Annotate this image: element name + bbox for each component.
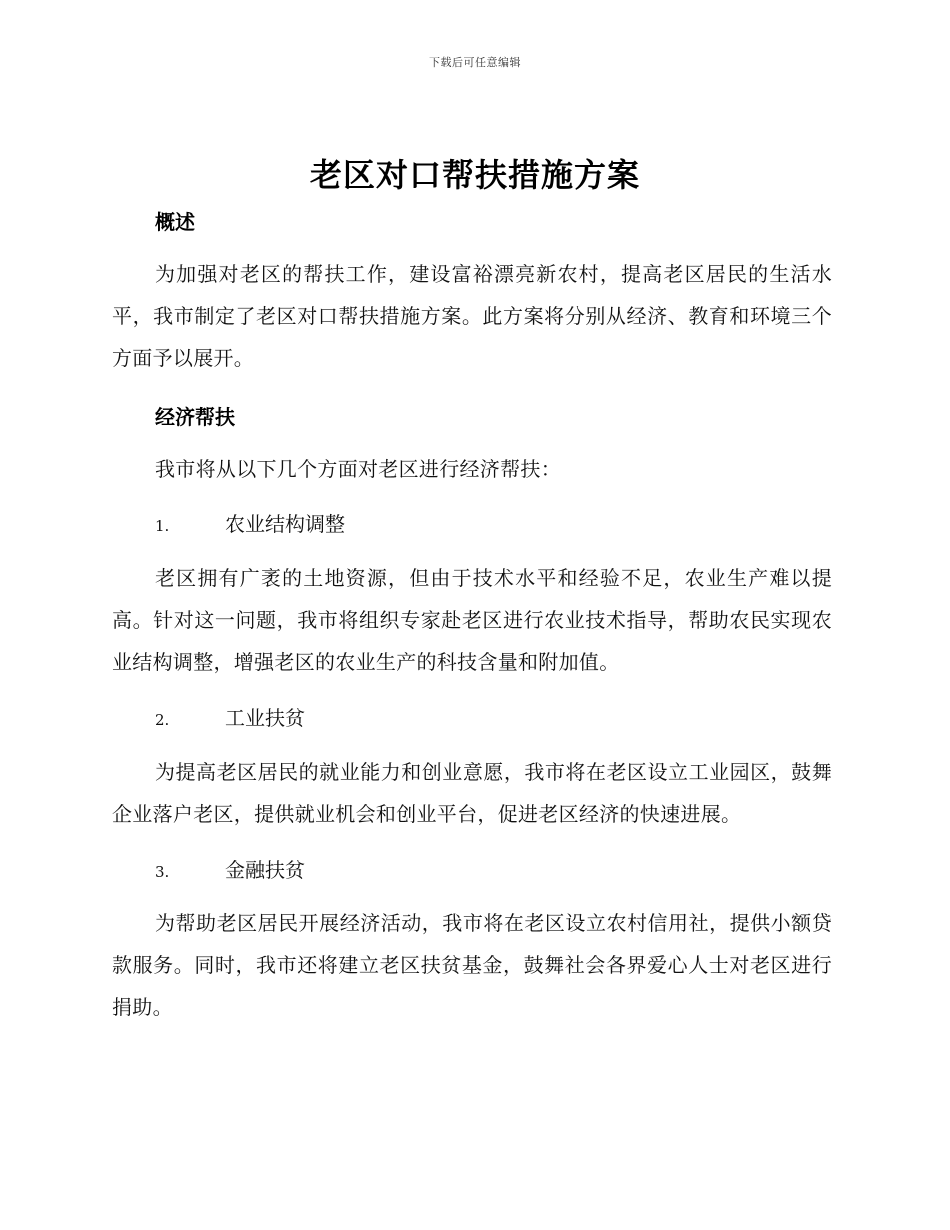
list-item-3 [155,855,305,885]
list-item-label: 工业扶贫 [225,706,305,730]
document-title: 老区对口帮扶措施方案 [309,156,640,194]
section-heading-overview: 概述 [155,210,195,234]
list-item-number: 3. [155,863,170,881]
economic-intro-paragraph: 我市将从以下几个方面对老区进行经济帮扶： [155,457,561,481]
list-item-1 [155,509,345,539]
item-2-paragraph: 为提高老区居民的就业能力和创业意愿，我市将在老区设立工业园区，鼓舞企业落户老区，提供就业机会和创业平台，促进老区经济的快速进展。 [112,760,832,826]
header-note: 下载后可任意编辑 [429,56,521,69]
list-item-2 [155,703,305,733]
overview-paragraph: 为加强对老区的帮扶工作，建设富裕漂亮新农村，提高老区居民的生活水平，我市制定了老区对口帮扶措施方案。此方案将分别从经济、教育和环境三个方面予以展开。 [112,262,832,370]
section-heading-economic: 经济帮扶 [155,405,235,429]
item-3-paragraph: 为帮助老区居民开展经济活动，我市将在老区设立农村信用社，提供小额贷款服务。同时，我市还将建立老区扶贫基金，鼓舞社会各界爱心人士对老区进行捐助。 [112,911,832,1019]
list-item-number: 2. [155,711,170,729]
list-item-number: 1. [155,517,170,535]
list-item-label: 农业结构调整 [225,512,345,536]
list-item-label: 金融扶贫 [225,858,305,882]
item-1-paragraph: 老区拥有广袤的土地资源，但由于技术水平和经验不足，农业生产难以提高。针对这一问题，我市将组织专家赴老区进行农业技术指导，帮助农民实现农业结构调整，增强老区的农业生产的科技含量和附加值。 [112,566,832,674]
